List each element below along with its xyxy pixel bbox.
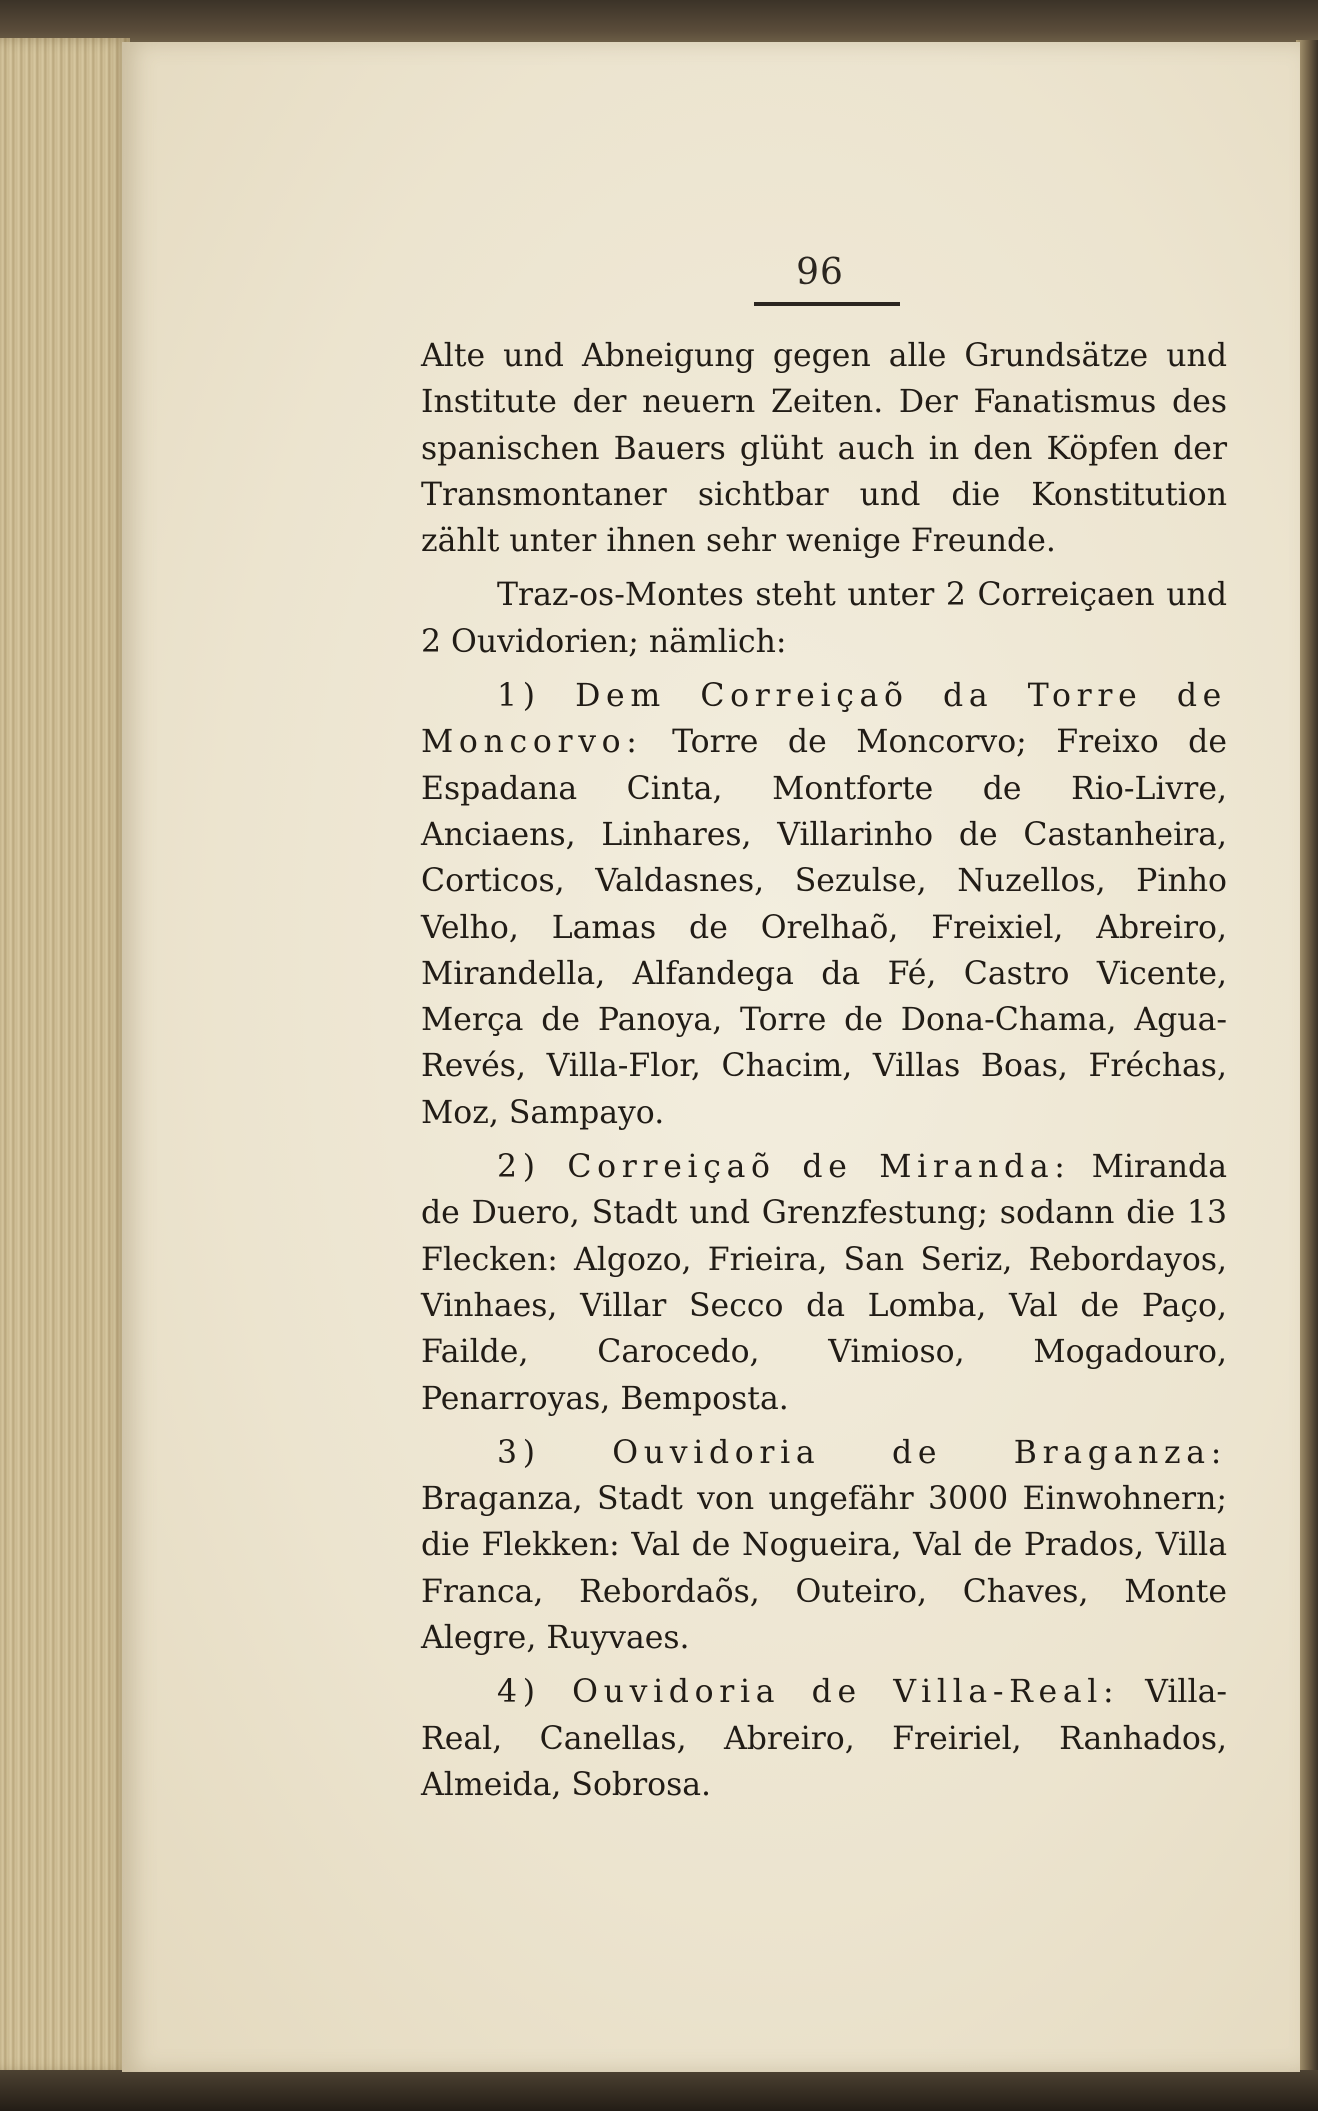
entry-villa-real — [421, 1669, 1227, 1808]
entry-moncorvo-heading: 1) Dem Correiçaõ da Torre de Moncorvo: — [421, 678, 1227, 761]
paragraph-overview-text: Traz-os-Montes steht unter 2 Correiçaen und 2 Ouvidorien; nämlich: — [421, 577, 1227, 660]
entry-miranda — [421, 1144, 1227, 1422]
scan-top-background — [0, 0, 1318, 44]
entry-villa-real-heading: 4) Ouvidoria de Villa-Real: — [497, 1674, 1120, 1711]
entry-braganza-heading: 3) Ouvidoria de Braganza: — [497, 1434, 1227, 1471]
entry-moncorvo-text: Torre de Moncorvo; Freixo de Espadana Cinta, Montforte de Rio-Livre, Anciaens, Linhares, Villarinho de Castanheira, Corticos, Valdasnes, Sezulse, Nuzellos, Pinho Velho, Lamas de Orelhaõ, Freixiel, Abreiro, Mirandella, Alfandega da Fé, Castro Vicente, Merça de Panoya, Torre de Dona-Chama, Agua-Revés, Villa-Flor, Chacim, Villas Boas, Fréchas, Moz, Sampayo. — [421, 724, 1227, 1131]
entry-villa-real-text: Villa-Real, Canellas, Abreiro, Freiriel, Ranhados, Almeida, Sobrosa. — [421, 1674, 1227, 1803]
entry-moncorvo — [421, 673, 1227, 1136]
paragraph-intro — [421, 333, 1227, 564]
entry-miranda-heading: 2) Correiçaõ de Miranda: — [497, 1149, 1071, 1186]
page-number-rule — [754, 302, 900, 306]
entry-braganza-text: Braganza, Stadt von ungefähr 3000 Einwohnern; die Flekken: Val de Nogueira, Val de Prados, Villa Franca, Rebordaõs, Outeiro, Chaves, Monte Alegre, Ruyvaes. — [421, 1481, 1227, 1657]
scan-bottom-background — [0, 2070, 1318, 2111]
entry-miranda-text: Miranda de Duero, Stadt und Grenzfestung; sodann die 13 Flecken: Algozo, Frieira, San Seriz, Rebordayos, Vinhaes, Villar Secco da Lomba, Val de Paço, Failde, Carocedo, Vimioso, Mogadouro, Penarroyas, Bemposta. — [421, 1149, 1227, 1417]
page-number: 96 — [796, 252, 844, 293]
body-text — [421, 333, 1227, 1808]
paragraph-intro-text: Alte und Abneigung gegen alle Grundsätze und Institute der neuern Zeiten. Der Fanatismus des spanischen Bauers glüht auch in den Köpfen der Transmontaner sichtbar und die Konstitution zählt unter ihnen sehr wenige Freunde. — [421, 338, 1227, 560]
book-page-edges — [0, 38, 130, 2073]
entry-braganza — [421, 1430, 1227, 1661]
paragraph-overview — [421, 572, 1227, 665]
